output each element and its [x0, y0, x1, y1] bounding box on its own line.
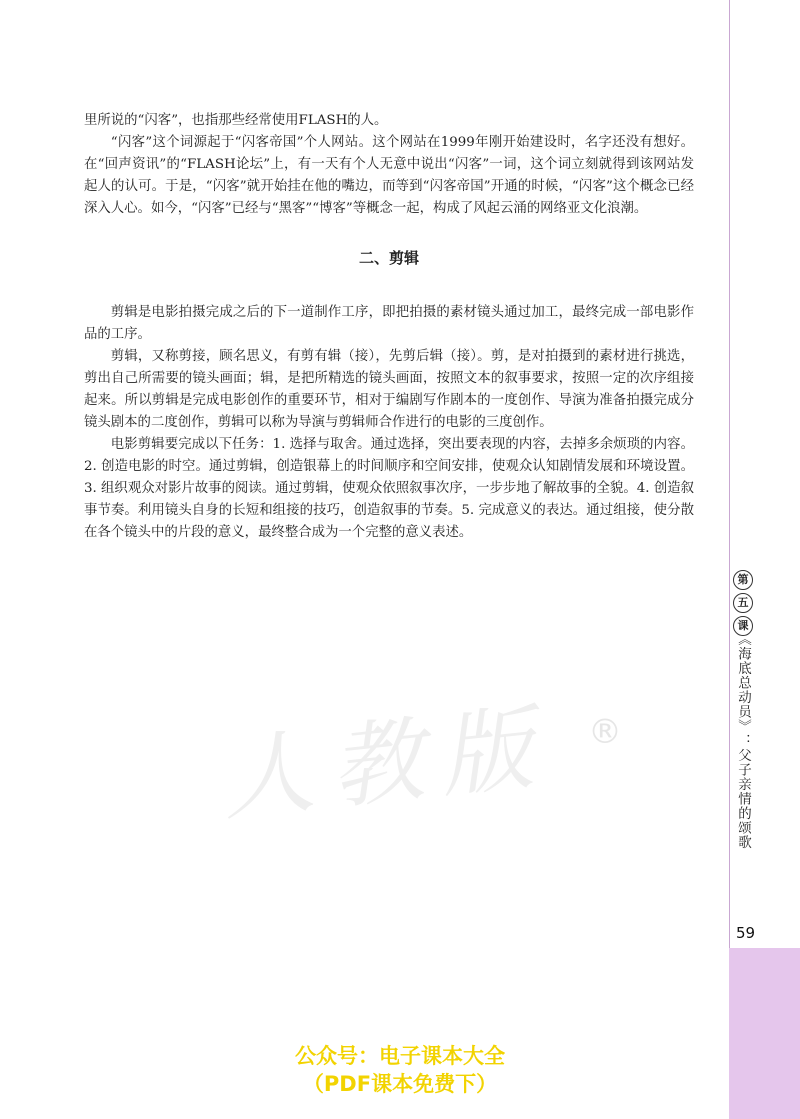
registered-mark: ® [588, 712, 622, 752]
lesson-char-2: 五 [733, 593, 753, 613]
paragraph-3: 剪辑是电影拍摄完成之后的下一道制作工序，即把拍摄的素材镜头通过加工，最终完成一部电影作品的工序。 [84, 305, 694, 342]
lesson-badge [733, 570, 753, 636]
publisher-watermark: 人教版 [216, 693, 556, 834]
notice-line-1: 公众号：电子课本大全 [295, 1044, 505, 1068]
sidebar-divider [729, 0, 730, 948]
lesson-char-3: 课 [733, 616, 753, 636]
page-body [84, 110, 694, 544]
section-title: 二、剪辑 [358, 249, 419, 267]
page-number: 59 [736, 924, 756, 942]
paragraph-1: 里所说的“闪客”，也指那些经常使用FLASH的人。 [84, 113, 388, 128]
lesson-char-1: 第 [733, 570, 753, 590]
paragraph-5: 电影剪辑要完成以下任务：1. 选择与取舍。通过选择，突出要表现的内容，去掉多余烦琐的内容。2. 创造电影的时空。通过剪辑，创造银幕上的时间顺序和空间安排，使观众认知剧情发展和环境设置。3. 组织观众对影片故事的阅读。通过剪辑，使观众依照叙事次序，一步步地了解故事的全貌。4. 创造叙事节奏。利用镜头自身的长短和组接的技巧，创造叙事的节奏。5. 完成意义的表达。通过组接，使分散在各个镜头中的片段的意义，最终整合成为一个完整的意义表述。 [84, 437, 694, 540]
lesson-title-vertical: 《海底总动员》：父子亲情的颂歌 [735, 632, 751, 850]
notice-line-2: （PDF课本免费下） [302, 1072, 498, 1096]
paragraph-4: 剪辑，又称剪接，顾名思义，有剪有辑（接），先剪后辑（接）。剪，是对拍摄到的素材进行挑选，剪出自己所需要的镜头画面；辑，是把所精选的镜头画面，按照文本的叙事要求，按照一定的次序组接起来。所以剪辑是完成电影创作的重要环节，相对于编剧写作剧本的一度创作、导演为准备拍摄完成分镜头剧本的二度创作，剪辑可以称为导演与剪辑师合作进行的电影的三度创作。 [84, 349, 694, 430]
footer-notice [0, 1042, 800, 1098]
paragraph-2: “闪客”这个词源起于“闪客帝国”个人网站。这个网站在1999年刚开始建设时，名字还没有想好。在“回声资讯”的“FLASH论坛”上，有一天有个人无意中说出“闪客”一词，这个词立刻就得到该网站发起人的认可。于是，“闪客”就开始挂在他的嘴边，而等到“闪客帝国”开通的时候，“闪客”这个概念已经深入人心。如今，“闪客”已经与“黑客”“博客”等概念一起，构成了风起云涌的网络亚文化浪潮。 [84, 135, 694, 216]
